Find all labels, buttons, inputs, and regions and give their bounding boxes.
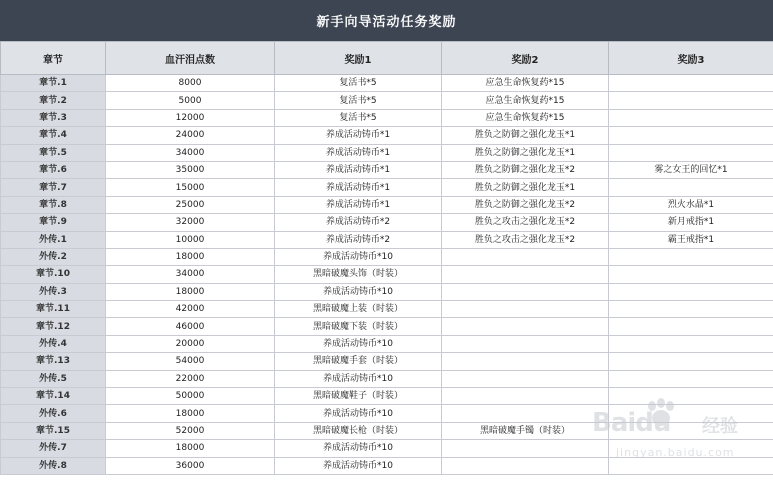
- cell-reward1: 复活书*5: [275, 75, 442, 92]
- table-row: [1, 161, 773, 178]
- cell-reward1: 养成活动铸币*10: [275, 440, 442, 457]
- watermark-logo: Baidu: [592, 408, 671, 438]
- cell-reward3: [609, 75, 773, 92]
- table-row: [1, 92, 773, 109]
- cell-chapter: 章节.10: [1, 266, 106, 283]
- cell-chapter: 章节.14: [1, 388, 106, 405]
- cell-chapter: 章节.15: [1, 422, 106, 439]
- table-row: [1, 335, 773, 352]
- cell-reward2: [442, 335, 609, 352]
- sheet-title: 新手向导活动任务奖励: [0, 0, 773, 41]
- cell-reward2: [442, 318, 609, 335]
- cell-reward2: 应急生命恢复药*15: [442, 109, 609, 126]
- cell-reward1: 黑暗破魔鞋子（时装）: [275, 388, 442, 405]
- cell-reward2: 胜负之攻击之强化龙玉*2: [442, 231, 609, 248]
- cell-chapter: 章节.5: [1, 144, 106, 161]
- cell-reward3: [609, 248, 773, 265]
- cell-reward1: 养成活动铸币*2: [275, 231, 442, 248]
- cell-reward2: [442, 283, 609, 300]
- cell-points: 22000: [106, 370, 275, 387]
- cell-reward2: [442, 248, 609, 265]
- cell-chapter: 外传.8: [1, 457, 106, 474]
- cell-reward2: 黑暗破魔手镯（时装）: [442, 422, 609, 439]
- cell-chapter: 章节.6: [1, 161, 106, 178]
- watermark-url: jingyan.baidu.com: [616, 446, 735, 459]
- table-row: [1, 214, 773, 231]
- cell-reward3: [609, 266, 773, 283]
- cell-points: 5000: [106, 92, 275, 109]
- cell-chapter: 外传.3: [1, 283, 106, 300]
- table-row: [1, 370, 773, 387]
- cell-reward2: [442, 388, 609, 405]
- watermark-cn: 经验: [702, 416, 738, 437]
- cell-reward3: [609, 318, 773, 335]
- table-row: [1, 196, 773, 213]
- cell-reward3: [609, 301, 773, 318]
- cell-reward3: [609, 179, 773, 196]
- cell-chapter: 章节.8: [1, 196, 106, 213]
- cell-points: 34000: [106, 144, 275, 161]
- cell-points: 34000: [106, 266, 275, 283]
- header-chapter: 章节: [1, 42, 106, 75]
- cell-chapter: 外传.4: [1, 335, 106, 352]
- cell-points: 20000: [106, 335, 275, 352]
- cell-reward1: 黑暗破魔下装（时装）: [275, 318, 442, 335]
- cell-points: 35000: [106, 161, 275, 178]
- table-row: [1, 248, 773, 265]
- cell-chapter: 章节.7: [1, 179, 106, 196]
- cell-reward1: 养成活动铸币*10: [275, 370, 442, 387]
- cell-reward2: 应急生命恢复药*15: [442, 92, 609, 109]
- table-row: [1, 75, 773, 92]
- cell-points: 50000: [106, 388, 275, 405]
- table-row: [1, 353, 773, 370]
- cell-points: 24000: [106, 127, 275, 144]
- cell-reward1: 养成活动铸币*10: [275, 283, 442, 300]
- cell-points: 10000: [106, 231, 275, 248]
- cell-reward2: [442, 301, 609, 318]
- cell-reward3: [609, 335, 773, 352]
- cell-chapter: 章节.9: [1, 214, 106, 231]
- cell-reward2: 胜负之防御之强化龙玉*1: [442, 144, 609, 161]
- cell-reward1: 养成活动铸币*1: [275, 144, 442, 161]
- cell-reward2: 胜负之防御之强化龙玉*2: [442, 196, 609, 213]
- cell-reward3: [609, 92, 773, 109]
- cell-reward3: [609, 127, 773, 144]
- cell-chapter: 章节.3: [1, 109, 106, 126]
- cell-reward1: 养成活动铸币*10: [275, 457, 442, 474]
- table-row: [1, 179, 773, 196]
- cell-reward3: [609, 283, 773, 300]
- cell-points: 42000: [106, 301, 275, 318]
- cell-reward1: 养成活动铸币*1: [275, 161, 442, 178]
- header-reward3: 奖励3: [609, 42, 773, 75]
- cell-points: 15000: [106, 179, 275, 196]
- cell-points: 18000: [106, 440, 275, 457]
- cell-reward1: 养成活动铸币*2: [275, 214, 442, 231]
- cell-reward2: [442, 370, 609, 387]
- cell-reward2: 胜负之防御之强化龙玉*1: [442, 179, 609, 196]
- cell-reward3: [609, 353, 773, 370]
- cell-reward3: 霸王戒指*1: [609, 231, 773, 248]
- cell-reward1: 养成活动铸币*10: [275, 405, 442, 422]
- table-row: [1, 266, 773, 283]
- cell-points: 46000: [106, 318, 275, 335]
- cell-points: 8000: [106, 75, 275, 92]
- cell-reward2: 胜负之防御之强化龙玉*1: [442, 127, 609, 144]
- cell-reward2: [442, 405, 609, 422]
- cell-reward1: 复活书*5: [275, 92, 442, 109]
- cell-reward1: 养成活动铸币*10: [275, 248, 442, 265]
- cell-points: 18000: [106, 405, 275, 422]
- table-row: [1, 318, 773, 335]
- header-reward1: 奖励1: [275, 42, 442, 75]
- table-row: [1, 127, 773, 144]
- cell-points: 52000: [106, 422, 275, 439]
- table-row: [1, 144, 773, 161]
- cell-chapter: 外传.7: [1, 440, 106, 457]
- header-row: [1, 42, 773, 75]
- table-row: [1, 231, 773, 248]
- cell-chapter: 章节.4: [1, 127, 106, 144]
- cell-reward1: 养成活动铸币*1: [275, 127, 442, 144]
- table-row: [1, 301, 773, 318]
- cell-reward1: 养成活动铸币*1: [275, 196, 442, 213]
- cell-reward2: [442, 353, 609, 370]
- cell-reward3: [609, 144, 773, 161]
- cell-reward3: 烈火水晶*1: [609, 196, 773, 213]
- cell-points: 54000: [106, 353, 275, 370]
- cell-points: 36000: [106, 457, 275, 474]
- cell-reward2: 胜负之攻击之强化龙玉*2: [442, 214, 609, 231]
- cell-reward3: 新月戒指*1: [609, 214, 773, 231]
- cell-reward1: 黑暗破魔上装（时装）: [275, 301, 442, 318]
- cell-reward1: 养成活动铸币*1: [275, 179, 442, 196]
- cell-chapter: 章节.1: [1, 75, 106, 92]
- cell-chapter: 外传.6: [1, 405, 106, 422]
- cell-chapter: 外传.5: [1, 370, 106, 387]
- cell-chapter: 外传.1: [1, 231, 106, 248]
- cell-reward3: [609, 370, 773, 387]
- header-points: 血汗泪点数: [106, 42, 275, 75]
- cell-chapter: 章节.12: [1, 318, 106, 335]
- cell-points: 18000: [106, 248, 275, 265]
- cell-reward2: [442, 440, 609, 457]
- header-reward2: 奖励2: [442, 42, 609, 75]
- cell-reward1: 养成活动铸币*10: [275, 335, 442, 352]
- cell-points: 12000: [106, 109, 275, 126]
- cell-reward1: 黑暗破魔头饰（时装）: [275, 266, 442, 283]
- cell-reward1: 黑暗破魔手套（时装）: [275, 353, 442, 370]
- cell-points: 25000: [106, 196, 275, 213]
- cell-reward1: 复活书*5: [275, 109, 442, 126]
- cell-chapter: 章节.13: [1, 353, 106, 370]
- cell-chapter: 章节.11: [1, 301, 106, 318]
- cell-reward2: 胜负之防御之强化龙玉*2: [442, 161, 609, 178]
- cell-reward3: [609, 109, 773, 126]
- cell-points: 32000: [106, 214, 275, 231]
- table-row: [1, 283, 773, 300]
- cell-chapter: 章节.2: [1, 92, 106, 109]
- cell-reward3: 雾之女王的回忆*1: [609, 161, 773, 178]
- baidu-watermark: [592, 398, 762, 468]
- cell-reward2: 应急生命恢复药*15: [442, 75, 609, 92]
- cell-reward2: [442, 457, 609, 474]
- cell-chapter: 外传.2: [1, 248, 106, 265]
- cell-reward1: 黑暗破魔长枪（时装）: [275, 422, 442, 439]
- table-row: [1, 109, 773, 126]
- cell-points: 18000: [106, 283, 275, 300]
- cell-reward2: [442, 266, 609, 283]
